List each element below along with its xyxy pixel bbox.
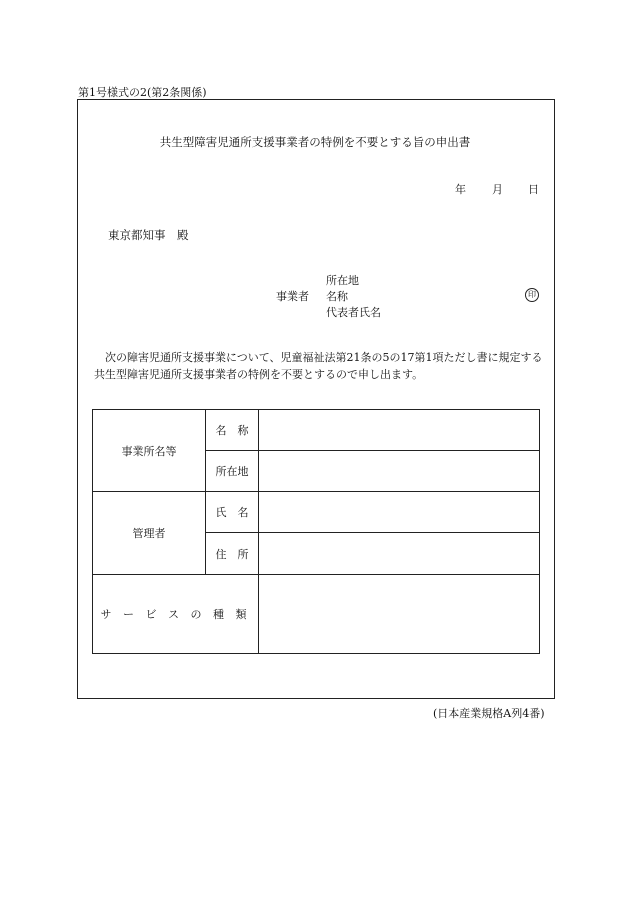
operator-representative-label: 代表者氏名: [326, 306, 381, 319]
date-day: 日: [528, 183, 539, 196]
office-address-label: 所在地: [215, 465, 249, 478]
document-title: 共生型障害児通所支援事業者の特例を不要とする旨の申出書: [159, 135, 471, 149]
operator-label: 事業者: [276, 290, 309, 303]
body-text-block: [94, 349, 549, 383]
manager-address-label: 住 所: [215, 547, 249, 561]
table-border-bottom: [92, 653, 540, 654]
manager-address-field[interactable]: [259, 533, 539, 574]
form-id: 第1号様式の2(第2条関係): [78, 86, 207, 99]
service-type-label: サ ー ビ ス の 種 類: [100, 608, 251, 621]
office-name-field[interactable]: [259, 410, 539, 450]
service-type-field[interactable]: [259, 575, 539, 653]
paper-size-note: (日本産業規格A列4番): [433, 707, 545, 720]
addressee: 東京都知事 殿: [108, 228, 189, 242]
manager-name-field[interactable]: [259, 492, 539, 532]
manager-group-label: 管理者: [132, 527, 166, 540]
seal-icon: 印: [525, 288, 539, 302]
operator-address-label: 所在地: [326, 274, 359, 287]
office-group-label: 事業所名等: [121, 444, 177, 458]
body-text: 次の障害児通所支援事業について、児童福祉法第21条の5の17第1項ただし書に規定する共生型障害児通所支援事業者の特例を不要とするので申し出ます。: [94, 351, 543, 381]
manager-name-label: 氏 名: [215, 506, 249, 519]
date-year: 年: [455, 183, 466, 196]
operator-name-label: 名称: [326, 290, 348, 303]
office-address-field[interactable]: [259, 451, 539, 491]
date-month: 月: [492, 183, 503, 196]
office-name-label: 名 称: [215, 424, 249, 437]
